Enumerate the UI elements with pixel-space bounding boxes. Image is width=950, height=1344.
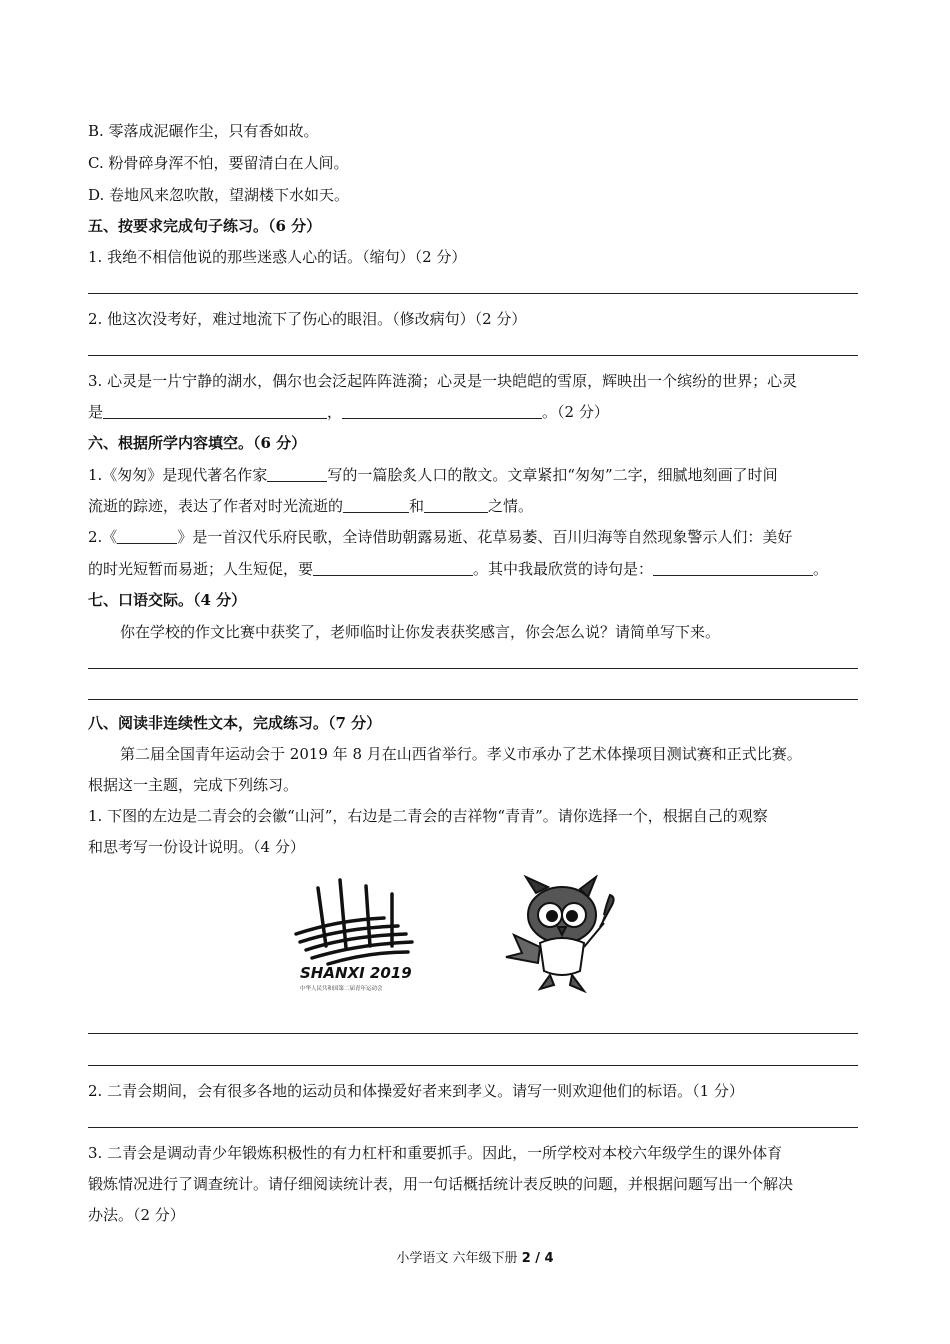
passage-8-cont: 根据这一主题，完成下列练习。	[88, 776, 299, 794]
mascot-graphic	[500, 875, 640, 993]
question-6-1: 1.《匆匆》是现代著名作家 写的一篇脍炙人口的散文。文章紧扣“匆匆”二字，细腻地刻画了时间	[88, 466, 778, 484]
page-footer	[0, 1247, 950, 1266]
footer-label: 小学语文 六年级下册	[396, 1251, 522, 1266]
question-8-3-cont2: 办法。（2 分）	[88, 1206, 185, 1224]
question-5-3-cont: 是 ， 。（2 分）	[88, 403, 609, 421]
answer-line	[88, 668, 858, 669]
passage-8: 第二届全国青年运动会于 2019 年 8 月在山西省举行。孝义市承办了艺术体操项目测试赛和正式比赛。	[120, 745, 802, 763]
question-8-1: 1. 下图的左边是二青会的会徽“山河”，右边是二青会的吉祥物“青青”。请你选择一个，根据自己的观察	[88, 807, 768, 825]
section-5-heading: 五、按要求完成句子练习。（6 分）	[88, 217, 322, 235]
fill-blank[interactable]	[343, 498, 409, 513]
fill-blank[interactable]	[267, 467, 327, 482]
question-6-2: 2.《 》是一首汉代乐府民歌，全诗借助朝露易逝、花草易萎、百川归海等自然现象警示人们：美好	[88, 528, 793, 546]
section-7-heading: 七、口语交际。（4 分）	[88, 591, 247, 609]
emblem-text: SHANXI 2019	[300, 964, 412, 982]
answer-line	[88, 1065, 858, 1066]
fill-blank[interactable]	[653, 561, 813, 576]
option-b: B. 零落成泥碾作尘，只有香如故。	[88, 122, 319, 140]
mascot-qingqing	[500, 875, 640, 993]
answer-line	[88, 1127, 858, 1128]
emblem-subtext: 中华人民共和国第二届青年运动会	[300, 986, 383, 992]
answer-line	[88, 699, 858, 700]
fill-blank[interactable]	[313, 561, 473, 576]
fill-blank[interactable]	[424, 498, 488, 513]
answer-line	[88, 293, 858, 294]
games-emblem	[288, 876, 428, 994]
section-8-heading: 八、阅读非连续性文本，完成练习。（7 分）	[88, 714, 382, 732]
question-5-3: 3. 心灵是一片宁静的湖水，偶尔也会泛起阵阵涟漪；心灵是一块皑皑的雪原，辉映出一个缤纷的世界；心灵	[88, 372, 798, 390]
page-number: 2 / 4	[521, 1251, 554, 1266]
emblem-graphic	[288, 876, 428, 994]
option-d: D. 卷地风来忽吹散，望湖楼下水如天。	[88, 186, 350, 204]
fill-blank[interactable]	[103, 404, 327, 419]
section-6-heading: 六、根据所学内容填空。（6 分）	[88, 434, 307, 452]
question-8-3: 3. 二青会是调动青少年锻炼积极性的有力杠杆和重要抓手。因此，一所学校对本校六年级学生的课外体育	[88, 1144, 783, 1162]
option-c: C. 粉骨碎身浑不怕，要留清白在人间。	[88, 154, 349, 172]
question-5-2: 2. 他这次没考好，难过地流下了伤心的眼泪。（修改病句）（2 分）	[88, 310, 527, 328]
question-5-1: 1. 我绝不相信他说的那些迷惑人心的话。（缩句）（2 分）	[88, 248, 467, 266]
question-6-1-cont: 流逝的踪迹，表达了作者对时光流逝的 和 之情。	[88, 497, 534, 515]
question-8-3-cont: 锻炼情况进行了调查统计。请仔细阅读统计表，用一句话概括统计表反映的问题，并根据问题写出一个解决	[88, 1175, 794, 1193]
question-7: 你在学校的作文比赛中获奖了，老师临时让你发表获奖感言，你会怎么说？请简单写下来。	[120, 623, 721, 641]
fill-blank[interactable]	[117, 529, 177, 544]
answer-line	[88, 1033, 858, 1034]
question-8-1-cont: 和思考写一份设计说明。（4 分）	[88, 838, 305, 856]
fill-blank[interactable]	[342, 404, 542, 419]
question-6-2-cont: 的时光短暂而易逝；人生短促，要 。其中我最欣赏的诗句是： 。	[88, 560, 829, 578]
answer-line	[88, 355, 858, 356]
question-8-2: 2. 二青会期间，会有很多各地的运动员和体操爱好者来到孝义。请写一则欢迎他们的标语。（1 分）	[88, 1082, 744, 1100]
